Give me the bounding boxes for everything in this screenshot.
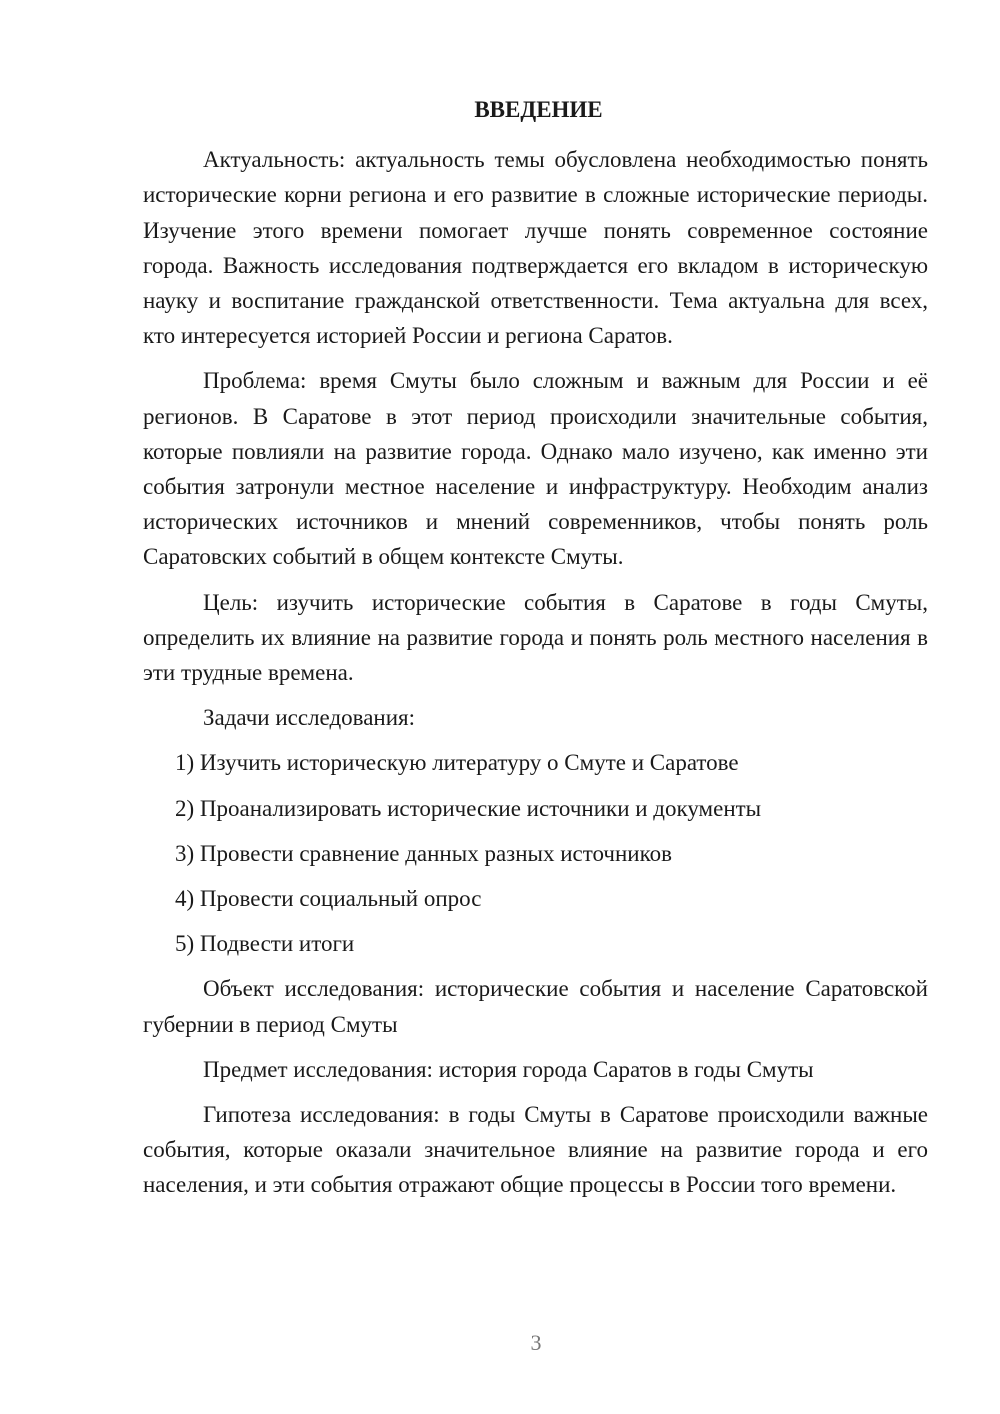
list-item: 5) Подвести итоги <box>175 931 355 957</box>
problem-paragraph: Проблема: время Смуты было сложным и важным для России и её регионов. В Саратове в этот период происходили значительные события, которые повлияли на развитие города. Однако мало изучено, как именно эти события затронули местное население и инфраструктуру. Необходим анализ исторических источников и мнений современников, чтобы понять роль Саратовских событий в общем контексте Смуты. <box>143 368 928 570</box>
list-item: 3) Провести сравнение данных разных источников <box>175 840 672 866</box>
page-content <box>143 92 928 1213</box>
list-item: 2) Проанализировать исторические источники и документы <box>175 795 762 821</box>
hypothesis-paragraph: Гипотеза исследования: в годы Смуты в Саратове происходили важные события, которые оказали значительное влияние на развитие города и его населения, и эти события отражают общие процессы в России того времени. <box>143 1102 928 1198</box>
page-number: 3 <box>530 1330 542 1355</box>
object-paragraph: Объект исследования: исторические события и население Саратовской губернии в период Смуты <box>143 976 928 1037</box>
tasks-heading: Задачи исследования: <box>203 705 416 731</box>
page-title: ВВЕДЕНИЕ <box>474 97 603 122</box>
tasks-list <box>143 745 928 961</box>
list-item: 1) Изучить историческую литературу о Смуте и Саратове <box>175 750 739 776</box>
relevance-paragraph: Актуальность: актуальность темы обусловлена необходимостью понять исторические корни региона и его развитие в сложные исторические периоды. Изучение этого времени помогает лучше понять современное состояние города. Важность исследования подтверждается его вкладом в историческую науку и воспитание гражданской ответственности. Тема актуальна для всех, кто интересуется историей России и региона Саратов. <box>143 147 928 349</box>
goal-paragraph: Цель: изучить исторические события в Саратове в годы Смуты, определить их влияние на развитие города и понять роль местного населения в эти трудные времена. <box>143 589 928 686</box>
list-item: 4) Провести социальный опрос <box>175 886 482 912</box>
subject-paragraph: Предмет исследования: история города Саратов в годы Смуты <box>203 1056 814 1082</box>
